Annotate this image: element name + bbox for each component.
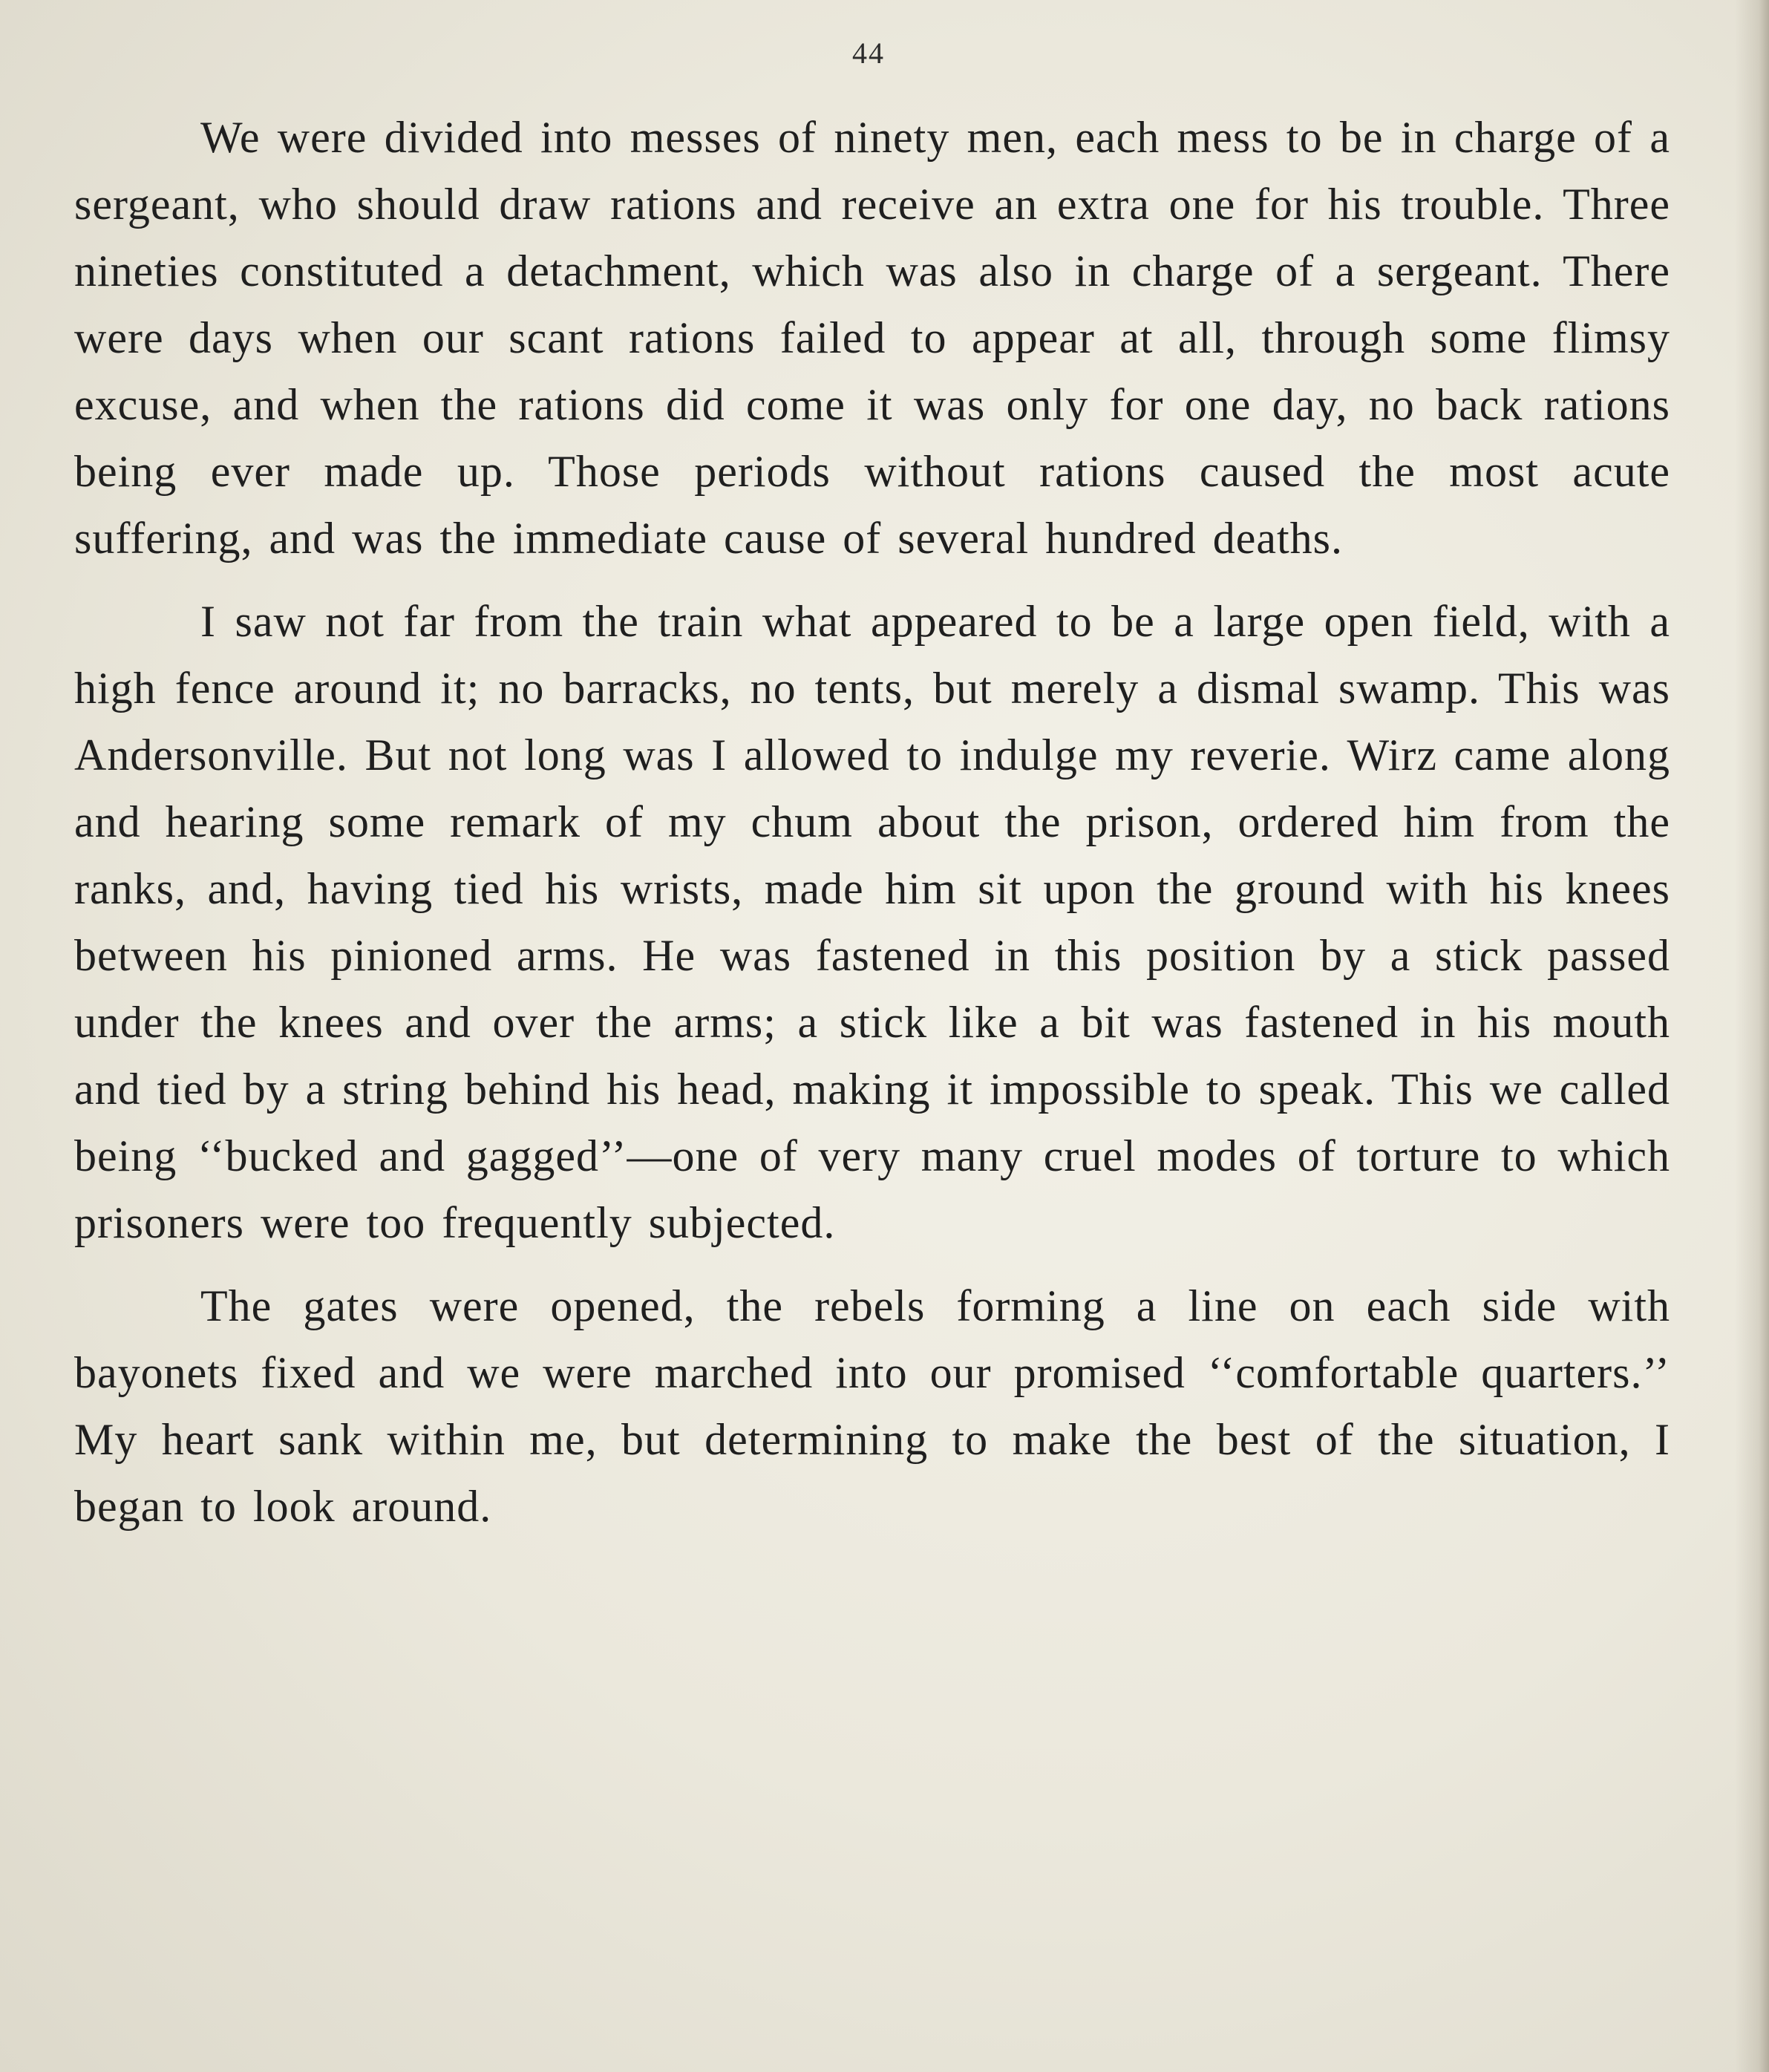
- page-number: 44: [852, 36, 885, 70]
- paragraph-1: We were divided into messes of ninety men, each mess to be in charge of a sergeant, who should draw rations and receive an extra one for his trouble. Three nineties constituted a detachment, which was also in charge of a sergeant. There were days when our scant rations failed to appear at all, through some flimsy excuse, and when the rations did come it was only for one day, no back rations being ever made up. Those periods without rations caused the most acute suffering, and was the immediate cause of several hundred deaths.: [74, 113, 1670, 563]
- body-text: [74, 104, 1670, 1556]
- paragraph-2: I saw not far from the train what appeared to be a large open field, with a high fence around it; no barracks, no tents, but merely a dismal swamp. This was Andersonville. But not long was I allowed to indulge my reverie. Wirz came along and hearing some remark of my chum about the prison, ordered him from the ranks, and, having tied his wrists, made him sit upon the ground with his knees between his pinioned arms. He was fastened in this position by a stick passed under the knees and over the arms; a stick like a bit was fastened in his mouth and tied by a string behind his head, making it impossible to speak. This we called being ‘‘bucked and gagged’’—one of very many cruel modes of torture to which prisoners were too frequently subjected.: [74, 597, 1670, 1247]
- page-edge-shadow: [1735, 0, 1769, 2072]
- paragraph-3: The gates were opened, the rebels forming a line on each side with bayonets fixed and we were marched into our promised ‘‘comfortable quarters.’’ My heart sank within me, but determining to make the best of the situation, I began to look around.: [74, 1281, 1670, 1531]
